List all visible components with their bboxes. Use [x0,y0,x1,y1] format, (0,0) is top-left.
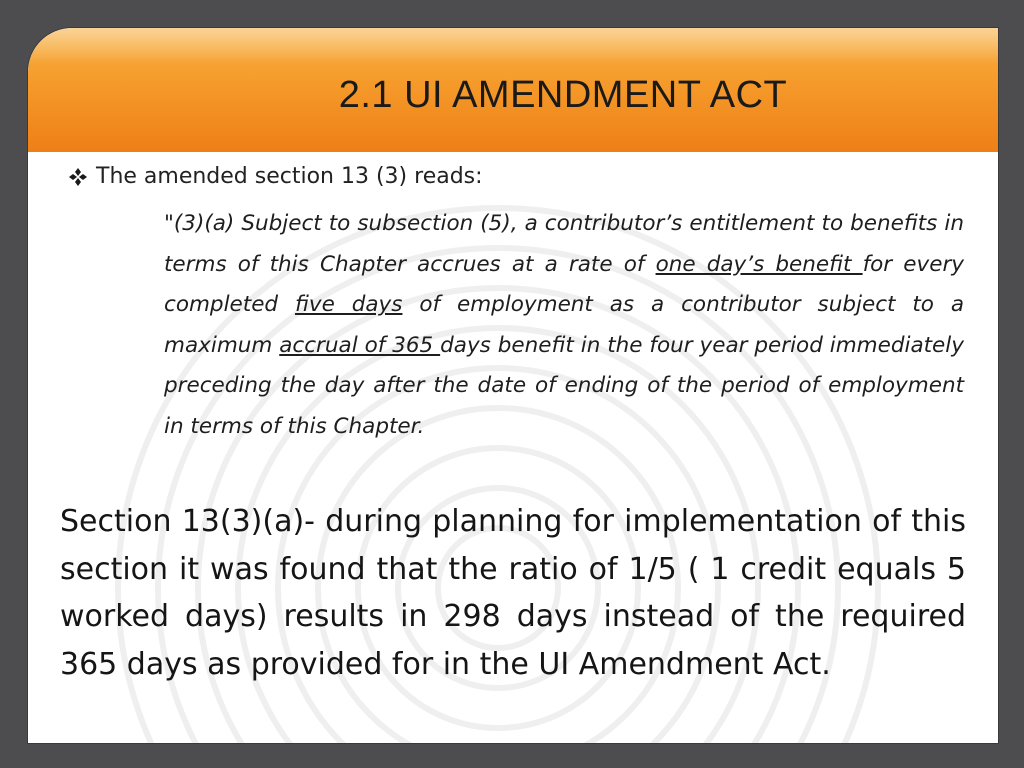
quote-part-2: for every completed [164,251,965,318]
quote-part-4: days benefit in the four year period immediately preceding the day after the date of ending of the period of employment in terms of this Chapter. [164,332,964,439]
body-paragraph: Section 13(3)(a)- during planning for implementation of this section it was found that the ratio of 1/5 ( 1 credit equals 5 worked days) results in 298 days instead of the required 365 days as provided for in the UI Amendment Act. [60,504,966,682]
quote-underline-1: one day’s benefit [655,251,863,277]
quote-underline-2: five days [294,292,403,318]
bullet-point [68,164,483,189]
slide-title: 2.1 UI AMENDMENT ACT [338,74,788,116]
diamond-bullet-icon [68,167,88,187]
quote-part-1: "(3)(a) Subject to subsection (5), a contributor’s entitlement to benefits in terms of this Chapter accrues at a rate of [164,211,964,277]
slide [28,28,998,743]
bullet-text: The amended section 13 (3) reads: [96,164,483,189]
quoted-section-text [164,204,964,448]
quote-part-3: of employment as a contributor subject to a maximum [164,292,965,358]
quote-underline-3: accrual of 365 [279,332,441,358]
